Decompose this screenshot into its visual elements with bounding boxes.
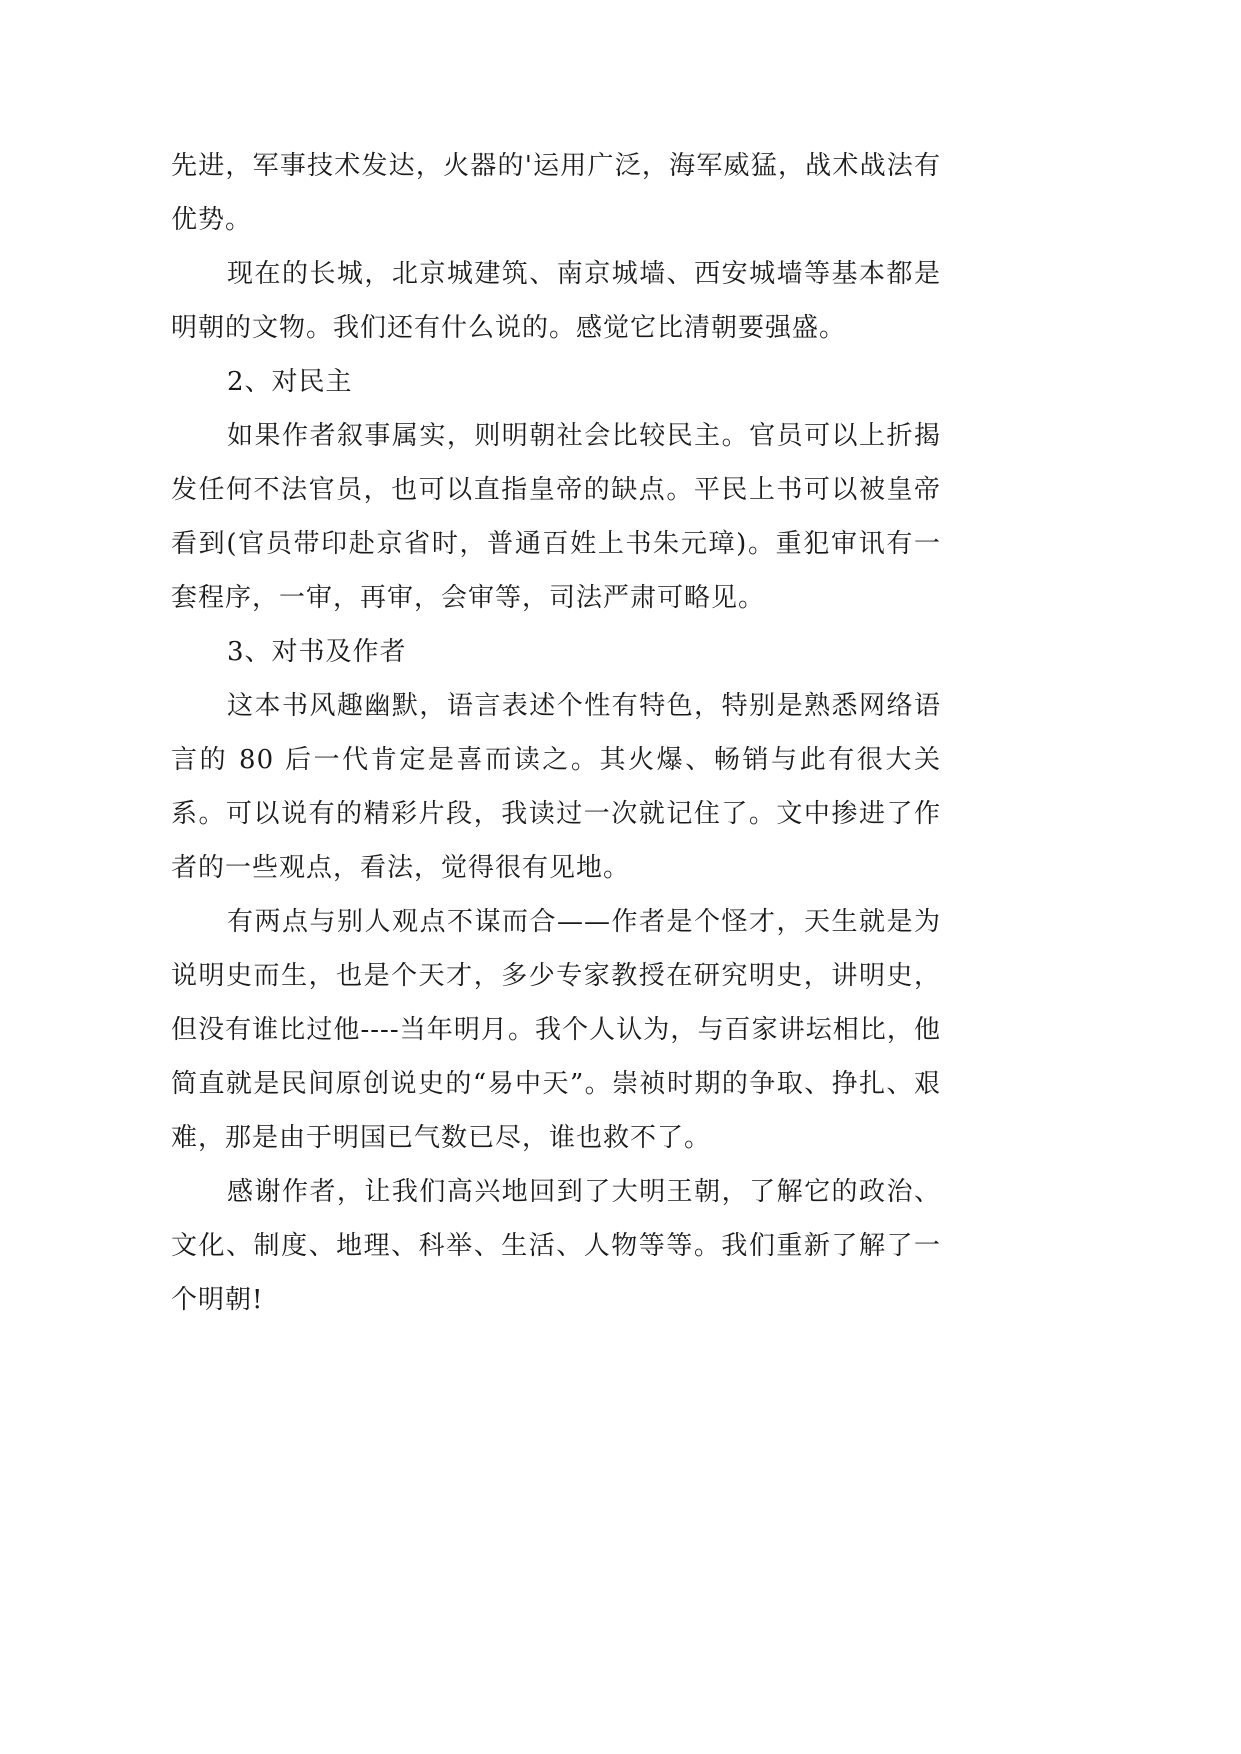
paragraph-4: 这本书风趣幽默，语言表述个性有特色，特别是熟悉网络语言的 80 后一代肯定是喜而读之。其火爆、畅销与此有很大关系。可以说有的精彩片段，我读过一次就记住了。文中掺进了作者的一些观点，看法，觉得很有见地。 <box>171 691 941 883</box>
paragraph-1: 先进，军事技术发达，火器的'运用广泛，海军威猛，战术战法有优势。 <box>171 151 941 235</box>
paragraph-3: 如果作者叙事属实，则明朝社会比较民主。官员可以上折揭发任何不法官员，也可以直指皇帝的缺点。平民上书可以被皇帝看到(官员带印赴京省时，普通百姓上书朱元璋)。重犯审讯有一套程序，一审，再审，会审等，司法严肃可略见。 <box>171 421 941 613</box>
document-body <box>171 139 941 1327</box>
section-heading-book-author: 3、对书及作者 <box>227 637 407 667</box>
paragraph-6: 感谢作者，让我们高兴地回到了大明王朝，了解它的政治、文化、制度、地理、科举、生活、人物等等。我们重新了解了一个明朝! <box>171 1177 941 1315</box>
paragraph-5: 有两点与别人观点不谋而合——作者是个怪才，天生就是为说明史而生，也是个天才，多少专家教授在研究明史，讲明史，但没有谁比过他----当年明月。我个人认为，与百家讲坛相比，他简直就是民间原创说史的“易中天”。崇祯时期的争取、挣扎、艰难，那是由于明国已气数已尽，谁也救不了。 <box>171 907 941 1153</box>
section-heading-democracy: 2、对民主 <box>227 367 353 397</box>
paragraph-2: 现在的长城，北京城建筑、南京城墙、西安城墙等基本都是明朝的文物。我们还有什么说的。感觉它比清朝要强盛。 <box>171 259 941 343</box>
